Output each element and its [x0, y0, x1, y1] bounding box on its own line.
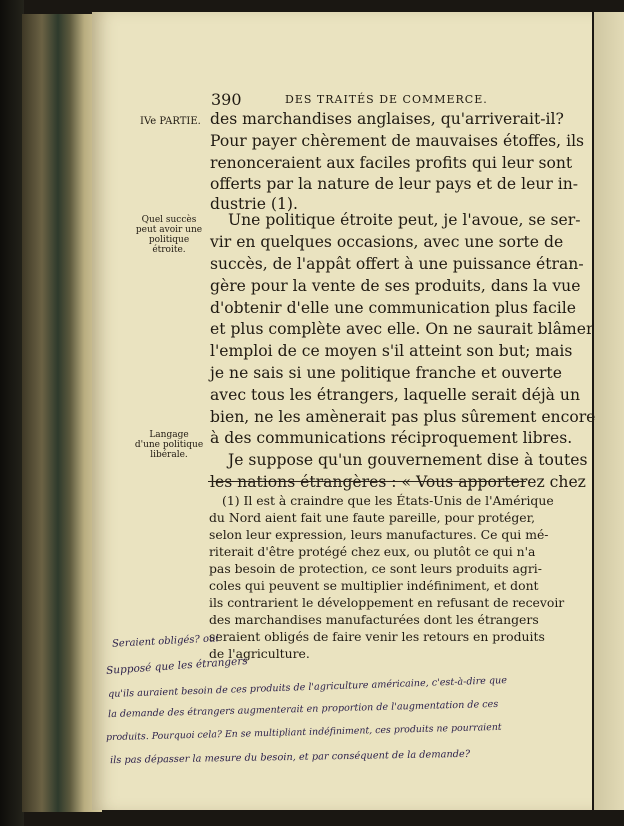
footnote-line: des marchandises manufacturées dont les étrangers	[209, 612, 539, 627]
body-line: bien, ne les amènerait pas plus sûrement encore	[210, 408, 596, 426]
footnote-line: pas besoin de protection, ce sont leurs produits agri-	[209, 561, 542, 576]
body-line: à des communications réciproquement libres.	[210, 429, 573, 447]
body-line: je ne sais si une politique franche et ouverte	[210, 364, 562, 382]
footnote-line: riterait d'être protégé chez eux, ou plutôt ce qui n'a	[209, 544, 536, 559]
body-line: succès, de l'appât offert à une puissance étran-	[210, 255, 584, 273]
body-line: offerts par la nature de leur pays et de leur in-	[210, 175, 579, 193]
footnote-line: de l'agriculture.	[209, 646, 310, 661]
footnote-line: du Nord aient fait une faute pareille, pour protéger,	[209, 510, 536, 525]
body-line: vir en quelques occasions, avec une sorte de	[210, 233, 564, 251]
book-spine-edge	[0, 0, 24, 826]
body-line: Pour payer chèrement de mauvaises étoffes, ils	[210, 132, 585, 150]
handwritten-note: Supposé que les étrangers	[105, 655, 249, 677]
footnote-line: selon leur expression, leurs manufactures. Ce qui mé-	[209, 527, 549, 542]
margin-note-narrow-policy: Quel succès peut avoir une politique étroite.	[135, 215, 203, 255]
body-line: d'obtenir d'elle une communication plus facile	[210, 299, 576, 317]
handwritten-note: ils pas dépasser la mesure du besoin, et par conséquent de la demande?	[109, 748, 471, 767]
facing-page-edge	[594, 12, 624, 810]
footnote-line: ils contrarient le développement en refusant de recevoir	[209, 595, 565, 610]
footnote-line: seraient obligés de faire venir les retours en produits	[209, 629, 545, 644]
body-line: avec tous les étrangers, laquelle serait déjà un	[210, 386, 581, 404]
body-line: et plus complète avec elle. On ne saurait blâmer	[210, 320, 594, 338]
handwritten-note: Seraient obligés? oui	[111, 633, 219, 650]
margin-note-liberal-policy: Langage d'une politique libérale.	[134, 430, 204, 460]
body-line: Je suppose qu'un gouvernement dise à toutes	[228, 451, 588, 469]
footnote-rule	[208, 481, 526, 482]
handwritten-note: qu'ils auraient besoin de ces produits de l'agriculture américaine, c'est-à-dire que	[107, 675, 508, 700]
footnote-line: (1) Il est à craindre que les États-Unis de l'Amérique	[222, 493, 554, 508]
handwritten-note: la demande des étrangers augmenterait en proportion de l'augmentation de ces	[107, 698, 499, 721]
margin-part-label: IVe PARTIE.	[140, 116, 201, 127]
body-line: Une politique étroite peut, je l'avoue, se ser-	[228, 211, 581, 229]
body-line: gère pour la vente de ses produits, dans la vue	[210, 277, 581, 295]
body-line: des marchandises anglaises, qu'arriverait-il?	[210, 110, 564, 128]
page-number: 390	[211, 90, 242, 109]
page-stack-edge	[22, 14, 102, 812]
running-title: DES TRAITÉS DE COMMERCE.	[285, 93, 488, 106]
handwritten-note: produits. Pourquoi cela? En se multipliant indéfiniment, ces produits ne pourraient	[105, 721, 502, 744]
body-line: renonceraient aux faciles profits qui leur sont	[210, 154, 573, 172]
footnote-line: coles qui peuvent se multiplier indéfiniment, et dont	[209, 578, 539, 593]
body-line: dustrie (1).	[210, 195, 298, 213]
body-line: les nations étrangères : « Vous apporterez chez	[210, 473, 586, 491]
body-line: l'emploi de ce moyen s'il atteint son but; mais	[210, 342, 573, 360]
